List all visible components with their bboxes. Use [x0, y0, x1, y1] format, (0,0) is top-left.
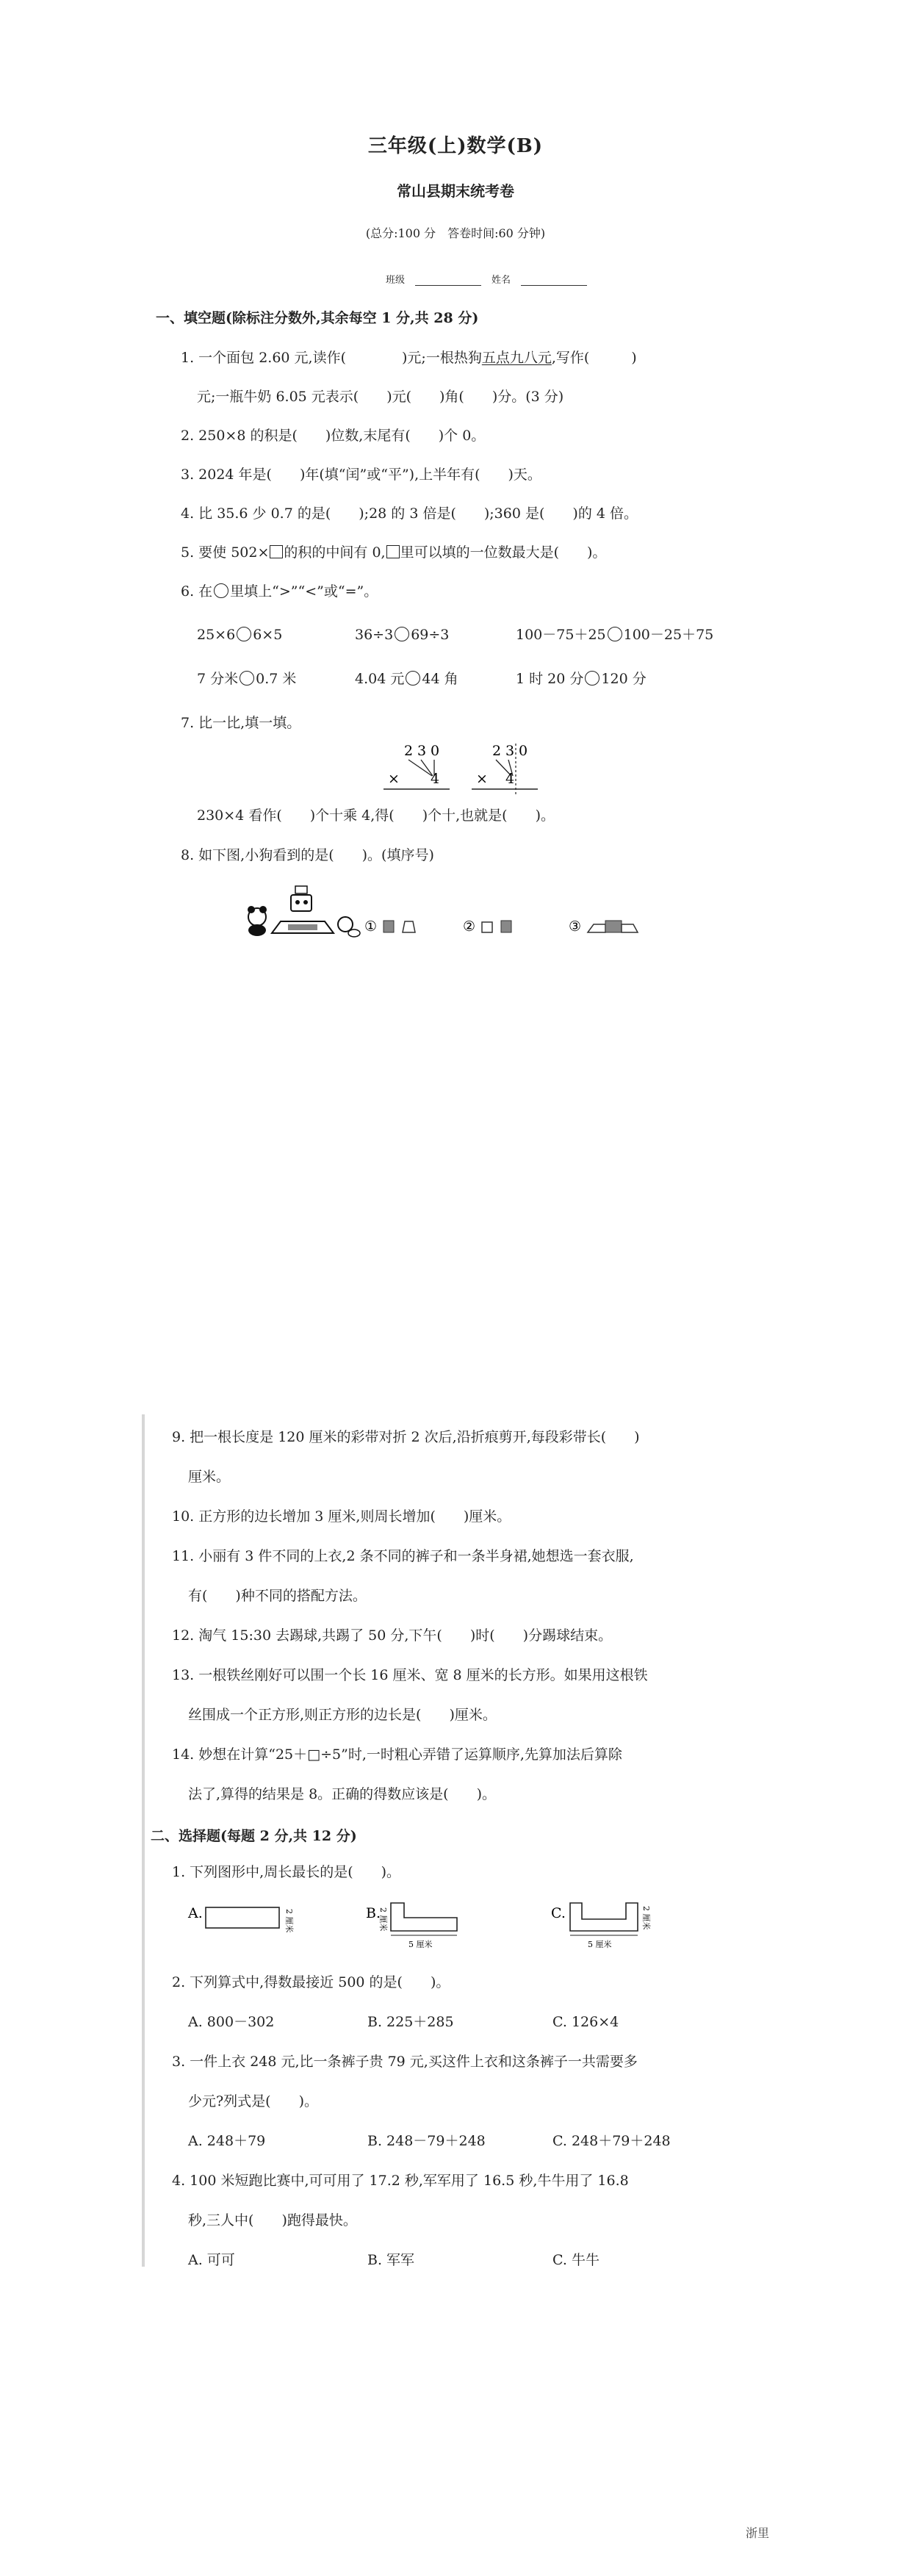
toy-car-illustration [272, 921, 334, 933]
mc-question-1: 1. 下列图形中,周长最长的是( )。 [172, 1864, 401, 1880]
mc-q4-option-c[interactable]: C. 牛牛 [552, 2252, 599, 2268]
exam-title: 三年级(上)数学(B) [367, 135, 544, 157]
q6-row1-col3 [516, 626, 713, 644]
arrow-line [408, 760, 432, 776]
expr-left: 4.04 元 [355, 671, 405, 687]
q6-row1-col2 [355, 626, 449, 644]
shape-option-b[interactable] [366, 1903, 457, 1949]
svg-text:①: ① [364, 918, 378, 935]
question-4: 4. 比 35.6 少 0.7 的是( );28 的 3 倍是( );360 是( )的 4 倍。 [181, 506, 638, 522]
question-7-line2: 230×4 看作( )个十乘 4,得( )个十,也就是( )。 [197, 807, 555, 824]
mc-q4-option-a[interactable]: A. 可可 [188, 2252, 235, 2268]
section1-title: 一、填空题(除标注分数外,其余每空 1 分,共 28 分) [156, 310, 479, 326]
mc-q2-option-a[interactable]: A. 800－302 [188, 2014, 275, 2030]
expr-left: 25×6 [197, 627, 236, 643]
expr-left: 1 时 20 分 [516, 671, 584, 687]
times-sign: × [388, 771, 400, 787]
svg-text:③: ③ [569, 918, 582, 935]
name-fields [386, 272, 587, 286]
expr-right: 0.7 米 [256, 671, 297, 687]
question-1 [181, 349, 637, 367]
svg-text:2 厘米: 2 厘米 [378, 1907, 388, 1932]
panda-illustration [248, 906, 267, 936]
question-10: 10. 正方形的边长增加 3 厘米,则周长增加( )厘米。 [172, 1508, 511, 1525]
question-2: 2. 250×8 的积是( )位数,末尾有( )个 0。 [181, 428, 486, 444]
question-1-line2: 元;一瓶牛奶 6.05 元表示( )元( )角( )分。(3 分) [197, 389, 564, 405]
q5-text-c: 里可以填的一位数最大是( )。 [400, 544, 607, 561]
exam-info: (总分:100 分 答卷时间:60 分钟) [365, 226, 546, 240]
digit-4: 4 [505, 771, 515, 787]
expr-right: 6×5 [253, 627, 283, 643]
expr-right: 100－25＋75 [623, 627, 714, 643]
dog-illustration [338, 917, 360, 937]
times-sign: × [476, 771, 488, 787]
mc-q1-shapes [184, 1896, 742, 1962]
square-blank [386, 545, 400, 558]
expr-right: 44 角 [422, 671, 458, 687]
mc-q4-option-b[interactable]: B. 军军 [367, 2252, 415, 2268]
shape-option-a[interactable] [187, 1905, 295, 1933]
q6-row2-col1 [197, 670, 296, 688]
svg-text:5 厘米: 5 厘米 [408, 1940, 433, 1949]
q6-row1-col1 [197, 626, 282, 644]
expr-right: 69÷3 [411, 627, 450, 643]
multiplication-diagram [384, 738, 567, 804]
class-blank[interactable] [415, 275, 481, 286]
q1-text-b: ,写作( ) [551, 350, 637, 366]
svg-text:2 厘米: 2 厘米 [284, 1909, 294, 1933]
mc-question-3-line2: 少元?列式是( )。 [188, 2093, 319, 2109]
digit-3: 3 [417, 743, 427, 759]
question-11: 11. 小丽有 3 件不同的上衣,2 条不同的裤子和一条半身裙,她想选一套衣服, [172, 1548, 634, 1564]
svg-text:C.: C. [551, 1905, 566, 1921]
mc-question-2: 2. 下列算式中,得数最接近 500 的是( )。 [172, 1974, 450, 1990]
compare-circle[interactable] [237, 627, 251, 641]
svg-text:5 厘米: 5 厘米 [588, 1940, 612, 1949]
mc-question-4: 4. 100 米短跑比赛中,可可用了 17.2 秒,军军用了 16.5 秒,牛牛用了 16.8 [172, 2173, 629, 2189]
q6-row2-col3 [516, 670, 647, 688]
digit-0: 0 [519, 743, 528, 759]
q5-text-b: 的积的中间有 0, [284, 544, 386, 561]
compare-circle[interactable] [608, 627, 622, 641]
q5-text-a: 5. 要使 502× [181, 544, 270, 561]
q6-text-b: 里填上“>”“<”或“=”。 [230, 583, 378, 600]
compare-circle[interactable] [240, 671, 254, 686]
exam-subtitle: 常山县期末统考卷 [397, 182, 514, 200]
question-13: 13. 一根铁丝刚好可以围一个长 16 厘米、宽 8 厘米的长方形。如果用这根铁 [172, 1667, 648, 1683]
expr-left: 7 分米 [197, 671, 239, 687]
question-8: 8. 如下图,小狗看到的是( )。(填序号) [181, 847, 434, 863]
compare-circle[interactable] [406, 671, 420, 686]
svg-text:②: ② [463, 918, 476, 935]
mc-q3-option-a[interactable]: A. 248＋79 [188, 2133, 266, 2149]
mc-q2-option-c[interactable]: C. 126×4 [552, 2014, 619, 2030]
question-11-line2: 有( )种不同的搭配方法。 [188, 1588, 367, 1604]
footer-watermark: 浙里 [746, 2526, 770, 2540]
q8-picture [242, 876, 654, 942]
mc-question-3: 3. 一件上衣 248 元,比一条裤子贵 79 元,买这件上衣和这条裤子一共需要多 [172, 2054, 638, 2070]
option-2[interactable] [463, 918, 511, 935]
digit-4: 4 [431, 771, 440, 787]
expr-left: 36÷3 [355, 627, 394, 643]
svg-text:2 厘米: 2 厘米 [641, 1906, 651, 1930]
compare-circle[interactable] [585, 671, 599, 686]
mc-q2-option-b[interactable]: B. 225＋285 [367, 2014, 454, 2030]
question-13-line2: 丝围成一个正方形,则正方形的边长是( )厘米。 [188, 1707, 497, 1723]
question-6 [181, 583, 378, 601]
class-label: 班级 [386, 275, 406, 286]
svg-text:A.: A. [188, 1905, 203, 1921]
robot-illustration [291, 886, 312, 911]
page-binding-strip [142, 1414, 145, 2267]
diagram-left [384, 743, 450, 789]
question-9-line2: 厘米。 [188, 1469, 231, 1485]
section2-title: 二、选择题(每题 2 分,共 12 分) [151, 1828, 357, 1844]
q6-text-a: 6. 在 [181, 583, 213, 600]
circle-blank [214, 583, 228, 598]
square-blank [270, 545, 283, 558]
question-9: 9. 把一根长度是 120 厘米的彩带对折 2 次后,沿折痕剪开,每段彩带长( ) [172, 1429, 640, 1445]
question-5 [181, 544, 606, 562]
q1-underlined: 五点九八元 [481, 350, 552, 366]
digit-0: 0 [431, 743, 440, 759]
expr-left: 100－75＋25 [516, 627, 606, 643]
name-label: 姓名 [491, 275, 511, 286]
q1-text-a: 1. 一个面包 2.60 元,读作( )元;一根热狗 [181, 350, 482, 366]
digit-2: 2 [492, 743, 502, 759]
mc-question-4-line2: 秒,三人中( )跑得最快。 [188, 2212, 357, 2228]
digit-2: 2 [404, 743, 414, 759]
digit-3: 3 [505, 743, 515, 759]
option-3[interactable] [569, 918, 638, 935]
svg-text:B.: B. [366, 1905, 381, 1921]
mc-q3-option-c[interactable]: C. 248＋79＋248 [552, 2133, 671, 2149]
question-14-line2: 法了,算得的结果是 8。正确的得数应该是( )。 [188, 1786, 496, 1802]
expr-right: 120 分 [601, 671, 647, 687]
question-3: 3. 2024 年是( )年(填“闰”或“平”),上半年有( )天。 [181, 467, 541, 483]
option-1[interactable] [364, 918, 415, 935]
question-14: 14. 妙想在计算“25＋□÷5”时,一时粗心弄错了运算顺序,先算加法后算除 [172, 1746, 622, 1763]
name-blank[interactable] [521, 275, 587, 286]
question-12: 12. 淘气 15:30 去踢球,共踢了 50 分,下午( )时( )分踢球结束。 [172, 1627, 613, 1644]
compare-circle[interactable] [395, 627, 409, 641]
shape-option-c[interactable] [551, 1903, 652, 1949]
diagram-right [472, 743, 538, 795]
mc-q3-option-b[interactable]: B. 248－79＋248 [367, 2133, 486, 2149]
question-7: 7. 比一比,填一填。 [181, 715, 301, 731]
q6-row2-col2 [355, 670, 458, 688]
